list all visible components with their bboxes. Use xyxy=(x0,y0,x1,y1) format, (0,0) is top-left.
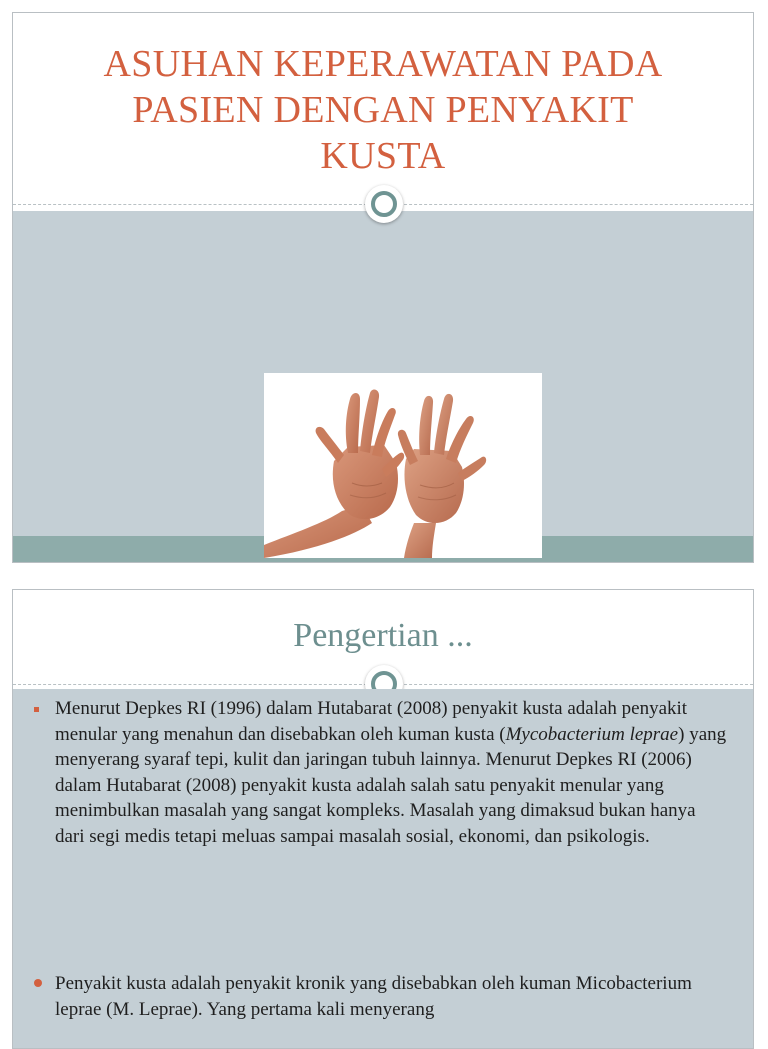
definition-paragraph-1 xyxy=(55,696,727,849)
paragraph-1-text-a: Menurut Depkes RI (1996) dalam Hutabarat (2008) penyakit kusta adalah penyakit menular yang menahun dan disebabkan oleh kuman kusta ( xyxy=(55,698,688,745)
paragraph-1-italic: Mycobacterium leprae xyxy=(505,723,679,745)
slide-title xyxy=(43,41,723,179)
slide-body xyxy=(13,689,753,1049)
hands-photo xyxy=(264,373,542,558)
hands-icon xyxy=(264,373,542,558)
slide-title-line-1: ASUHAN KEPERAWATAN PADA xyxy=(103,43,663,85)
slide-title: Pengertian ... xyxy=(293,617,473,654)
definition-paragraph-2: Penyakit kusta adalah penyakit kronik yang disebabkan oleh kuman Micobacterium leprae (M. Leprae). Yang pertama kali menyerang xyxy=(55,973,692,1020)
definition-slide xyxy=(12,589,754,1049)
paragraph-1-text-b: ) yang menyerang syaraf tepi, kulit dan jaringan tubuh lainnya. Menurut Depkes RI (2006) dalam Hutabarat (2008) penyakit kusta adalah salah satu penyakit menular yang menimbulkan masalah yang sangat kompleks. Masalah yang dimaksud bukan hanya dari segi medis tetapi meluas sampai masalah sosial, ekonomi, dan psikologis. xyxy=(55,723,727,847)
slide-title-line-3: KUSTA xyxy=(320,135,446,177)
square-bullet-icon xyxy=(34,707,39,712)
dot-bullet-icon xyxy=(34,979,42,987)
slide-title-line-2: PASIEN DENGAN PENYAKIT xyxy=(132,89,634,131)
divider-circle-icon xyxy=(365,185,403,223)
title-area xyxy=(13,13,753,206)
title-slide xyxy=(12,12,754,563)
